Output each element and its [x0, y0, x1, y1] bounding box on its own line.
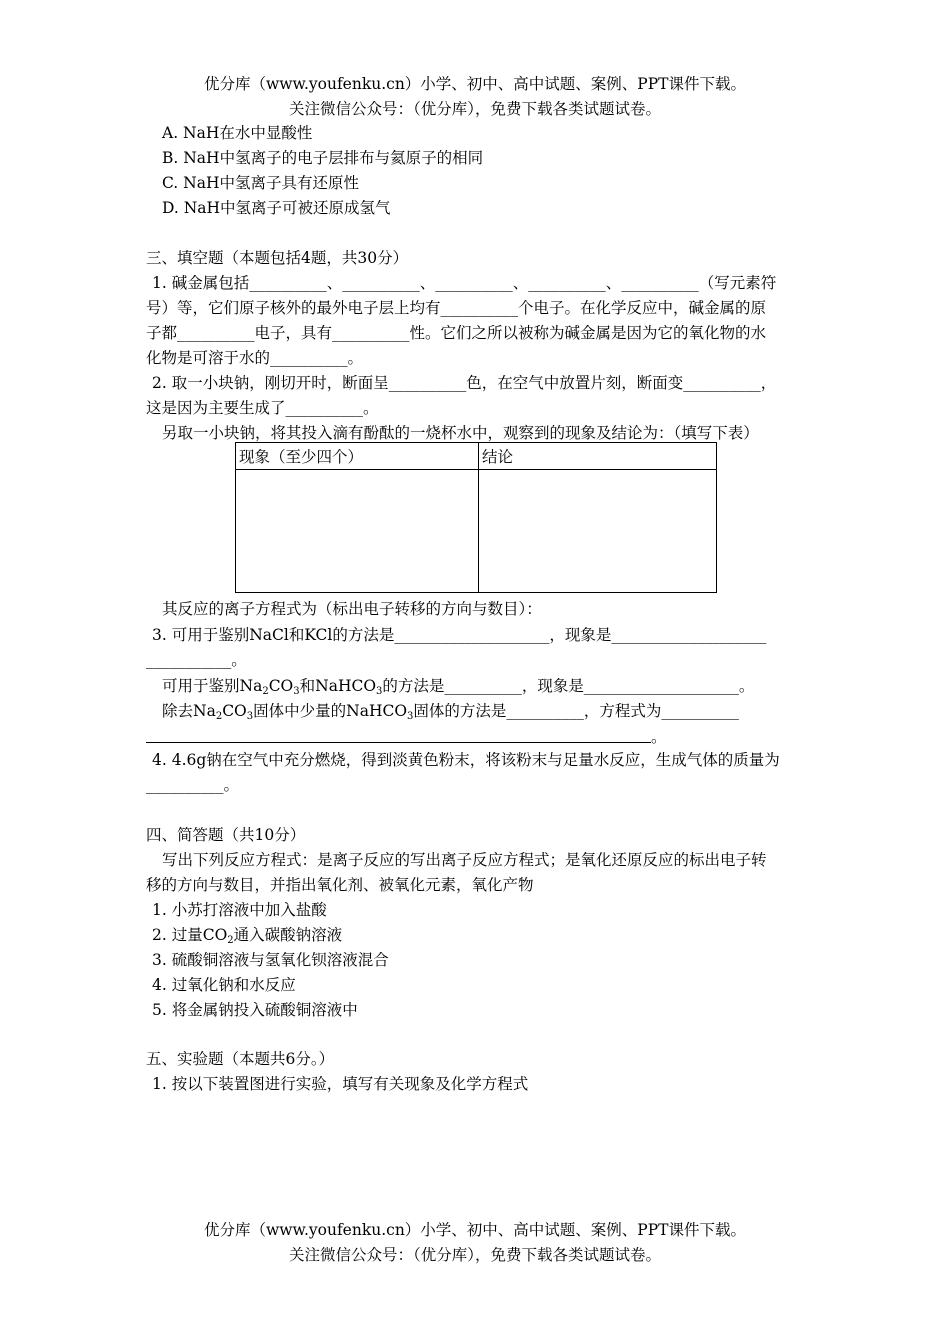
q3-line4-part-c: 固体中少量的NaHCO: [253, 702, 408, 720]
q1-line3: 子都__________电子，具有__________性。它们之所以被称为碱金属是因为它的氧化物的水: [146, 324, 767, 342]
q3-line3-sub3: 3: [376, 686, 383, 697]
q3-line2: ___________。: [146, 651, 247, 669]
section4-item2-part-a: 2. 过量CO: [152, 926, 228, 944]
q3-line4-sub1: 2: [215, 711, 223, 722]
option-b: B. NaH中氢离子的电子层排布与氦原子的相同: [162, 149, 484, 167]
q3-line4: [162, 701, 739, 727]
section4-item3: 3. 硫酸铜溶液与氢氧化钡溶液混合: [152, 951, 389, 969]
section4-intro-line1: 写出下列反应方程式：是离子反应的写出离子反应方程式；是氧化还原反应的标出电子转: [162, 851, 767, 869]
q3-line3: [162, 676, 754, 702]
q4-line1: 4. 4.6g钠在空气中充分燃烧，得到淡黄色粉末，将该粉末与足量水反应，生成气体的质量为: [152, 751, 780, 769]
answer-blank-line: [146, 742, 651, 743]
section3-title: 三、填空题（本题包括4题，共30分）: [146, 249, 409, 267]
section4-title: 四、简答题（共10分）: [146, 826, 306, 844]
section4-item2-part-b: 通入碳酸钠溶液: [233, 926, 343, 944]
q1-line2: 号）等，它们原子核外的最外电子层上均有__________个电子。在化学反应中，碱金属的原: [146, 299, 767, 317]
q2-line3: 另取一小块钠，将其投入滴有酚酞的一烧杯水中，观察到的现象及结论为：（填写下表）: [162, 424, 759, 442]
q3-line3-sub1: 2: [262, 686, 269, 697]
page-footer-line1: 优分库（www.youfenku.cn）小学、初中、高中试题、案例、PPT课件下载。: [203, 1221, 747, 1239]
section4-item5: 5. 将金属钠投入硫酸铜溶液中: [152, 1001, 358, 1019]
q4-line2: __________。: [146, 776, 240, 794]
q3-line4-sub3: 3: [407, 711, 414, 722]
page-header-line2: 关注微信公众号：（优分库），免费下载各类试题试卷。: [288, 100, 661, 118]
q3-line4-part-b: CO: [222, 702, 247, 720]
section4-item2-sub: 2: [227, 935, 234, 946]
q2-line2: 这是因为主要生成了__________。: [146, 399, 379, 417]
option-a: A. NaH在水中显酸性: [162, 124, 313, 142]
q2-line4: 其反应的离子方程式为（标出电子转移的方向与数目）：: [162, 600, 542, 618]
section4-item1: 1. 小苏打溶液中加入盐酸: [152, 901, 327, 919]
q3-line4-sub2: 3: [246, 711, 254, 722]
table-cell-conclusion: [479, 470, 717, 593]
q2-line1: 2. 取一小块钠，刚切开时，断面呈__________色，在空气中放置片刻，断面变__________，: [152, 374, 777, 392]
table-header-phenomenon: 现象（至少四个）: [236, 443, 479, 470]
q3-line3-sub2: 3: [293, 686, 300, 697]
section4-item4: 4. 过氧化钠和水反应: [152, 976, 296, 994]
q1-line4: 化物是可溶于水的__________。: [146, 349, 364, 367]
q3-line5-end: 。: [651, 728, 667, 746]
option-c: C. NaH中氢离子具有还原性: [162, 174, 359, 192]
table-cell-phenomenon: [236, 470, 479, 593]
q3-line1: 3. 可用于鉴别NaCl和KCl的方法是____________________，现象是____________________: [152, 626, 767, 644]
q3-line4-part-a: 除去Na: [162, 702, 216, 720]
section4-item2: [152, 925, 342, 951]
q3-line3-part-c: 和NaHCO: [299, 677, 377, 695]
page-header-line1: 优分库（www.youfenku.cn）小学、初中、高中试题、案例、PPT课件下载。: [203, 75, 747, 93]
option-d: D. NaH中氢离子可被还原成氢气: [162, 199, 391, 217]
section4-intro-line2: 移的方向与数目，并指出氧化剂、被氧化元素，氧化产物: [146, 876, 534, 894]
q3-line3-part-b: CO: [268, 677, 294, 695]
section5-title: 五、实验题（本题共6分。）: [146, 1050, 335, 1068]
q3-line3-part-d: 的方法是__________，现象是____________________。: [382, 677, 755, 695]
page-footer-line2: 关注微信公众号：（优分库），免费下载各类试题试卷。: [288, 1246, 661, 1264]
q1-line1: 1. 碱金属包括__________、__________、__________、__________、__________（写元素符: [152, 274, 777, 292]
q3-line4-part-d: 固体的方法是__________，方程式为__________: [413, 702, 739, 720]
observation-table: [235, 442, 717, 593]
table-header-conclusion: 结论: [479, 443, 717, 470]
q3-line3-part-a: 可用于鉴别Na: [162, 677, 263, 695]
section5-item1: 1. 按以下装置图进行实验，填写有关现象及化学方程式: [152, 1075, 529, 1093]
